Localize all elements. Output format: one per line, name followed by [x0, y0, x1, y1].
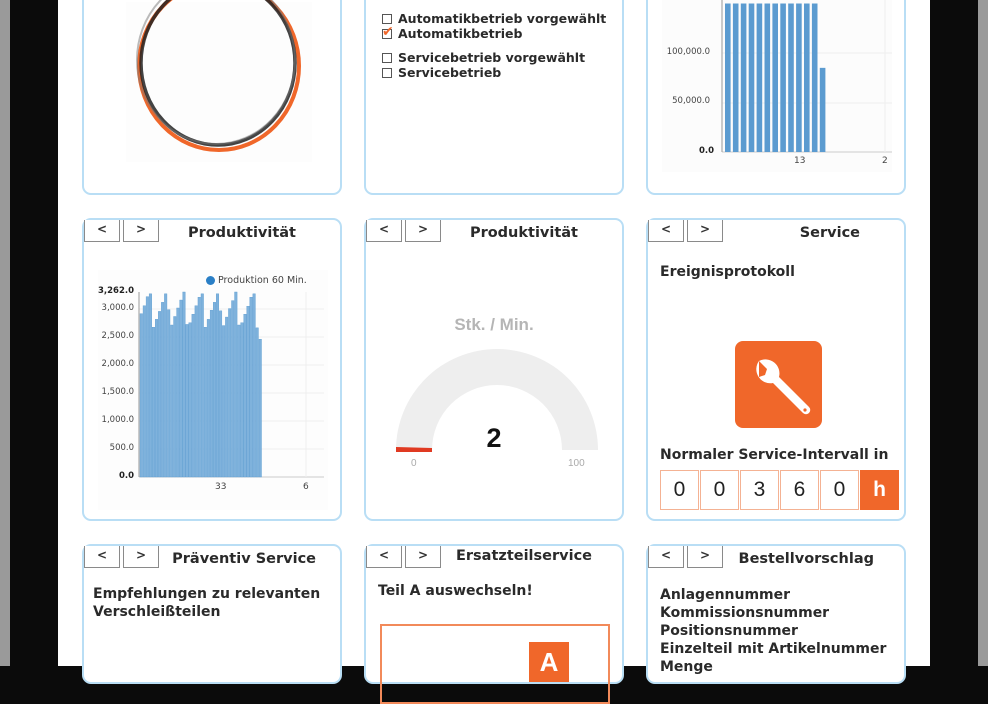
mode-option-label: Automatikbetrieb vorgewählt — [398, 11, 607, 26]
service-button[interactable] — [735, 341, 822, 428]
device-bezel-right — [930, 0, 978, 666]
checkbox[interactable] — [382, 14, 392, 24]
preventive-text-line1: Empfehlungen zu relevanten — [93, 586, 321, 602]
y-tick: 1,000.0 — [101, 415, 134, 425]
service-panel — [646, 218, 906, 521]
device-bezel-edge-right — [978, 0, 988, 666]
gauge-min: 0 — [411, 458, 417, 469]
y-tick: 0.0 — [118, 471, 134, 481]
checkbox-checked[interactable] — [382, 29, 392, 39]
production-total-chart-panel — [646, 0, 906, 195]
legend-dot-icon — [206, 276, 215, 285]
panel-title: Ersatzteilservice — [455, 548, 592, 564]
mode-option-label: Servicebetrieb vorgewählt — [398, 50, 586, 65]
spare-parts-panel — [364, 544, 624, 684]
next-button[interactable]: > — [405, 546, 441, 568]
status-ring-area — [126, 2, 312, 162]
productivity-gauge-panel — [364, 218, 624, 521]
chart-legend[interactable] — [206, 275, 307, 286]
prev-button[interactable]: < — [84, 546, 120, 568]
mode-option-label: Servicebetrieb — [398, 65, 502, 80]
prev-button[interactable]: < — [648, 546, 684, 568]
mode-option-auto[interactable] — [382, 26, 522, 41]
y-tick: 0.0 — [698, 146, 714, 156]
interval-digit: 0 — [700, 470, 739, 510]
order-field: Kommissionsnummer — [660, 605, 830, 621]
order-proposal-panel — [646, 544, 906, 684]
y-tick: 500.0 — [109, 443, 134, 453]
y-tick: 100,000.0 — [666, 47, 710, 57]
x-tick: 33 — [215, 482, 227, 492]
next-button[interactable]: > — [687, 546, 723, 568]
productivity-chart-panel — [82, 218, 342, 521]
next-button[interactable]: > — [687, 220, 723, 242]
interval-unit: h — [860, 470, 899, 510]
mode-option-label: Automatikbetrieb — [398, 26, 523, 41]
prev-button[interactable]: < — [84, 220, 120, 242]
panel-title: Produktivität — [469, 225, 578, 241]
panel-title: Service — [799, 225, 860, 241]
interval-digit: 6 — [780, 470, 819, 510]
mode-option-service-preselected[interactable] — [382, 50, 585, 65]
device-bezel-edge-left — [0, 0, 10, 666]
panel-title: Produktivität — [187, 225, 296, 241]
checkbox[interactable] — [382, 68, 392, 78]
part-diagram[interactable] — [380, 624, 610, 704]
prev-button[interactable]: < — [366, 220, 402, 242]
interval-digit: 3 — [740, 470, 779, 510]
y-tick: 2,000.0 — [101, 359, 134, 369]
panel-title: Präventiv Service — [172, 551, 316, 567]
panel-nav — [366, 220, 441, 242]
y-tick: 50,000.0 — [672, 96, 710, 106]
legend-label: Produktion 60 Min. — [218, 275, 307, 286]
prev-button[interactable]: < — [648, 220, 684, 242]
device-bezel-left — [10, 0, 58, 666]
status-ring-icon — [126, 2, 312, 162]
mode-option-service[interactable] — [382, 65, 501, 80]
y-tick: 2,500.0 — [101, 331, 134, 341]
y-tick: 3,262.0 — [97, 286, 134, 296]
wrench-icon — [735, 341, 822, 428]
order-field: Anlagennummer — [660, 587, 791, 603]
gauge-value: 2 — [486, 423, 502, 453]
checkbox[interactable] — [382, 53, 392, 63]
service-interval-counter — [660, 470, 899, 510]
x-tick: 2 — [882, 156, 888, 166]
panel-nav — [366, 546, 441, 568]
spare-parts-message: Teil A auswechseln! — [378, 583, 533, 599]
service-interval-label: Normaler Service-Intervall in — [660, 447, 889, 463]
gauge-max: 100 — [568, 458, 585, 469]
mode-option-auto-preselected[interactable] — [382, 11, 606, 26]
next-button[interactable]: > — [123, 546, 159, 568]
preventive-text-line2: Verschleißteilen — [93, 604, 221, 620]
dashboard-screen — [58, 0, 930, 677]
prev-button[interactable]: < — [366, 546, 402, 568]
x-tick: 6 — [303, 482, 309, 492]
order-field: Menge — [660, 659, 713, 675]
interval-digit: 0 — [660, 470, 699, 510]
status-ring-panel — [82, 0, 342, 195]
gauge-unit-label: Stk. / Min. — [454, 315, 534, 334]
panel-nav — [84, 546, 159, 568]
x-tick: 13 — [794, 156, 806, 166]
next-button[interactable]: > — [405, 220, 441, 242]
order-field: Positionsnummer — [660, 623, 798, 639]
order-field: Einzelteil mit Artikelnummer — [660, 641, 887, 657]
y-tick: 3,000.0 — [101, 303, 134, 313]
interval-digit: 0 — [820, 470, 859, 510]
preventive-service-panel — [82, 544, 342, 684]
event-log-link[interactable]: Ereignisprotokoll — [660, 264, 795, 280]
panel-title: Bestellvorschlag — [738, 551, 874, 567]
part-tag[interactable]: A — [529, 642, 569, 682]
panel-nav — [648, 220, 723, 242]
y-tick: 1,500.0 — [101, 387, 134, 397]
operation-mode-panel — [364, 0, 624, 195]
next-button[interactable]: > — [123, 220, 159, 242]
panel-nav — [648, 546, 723, 568]
